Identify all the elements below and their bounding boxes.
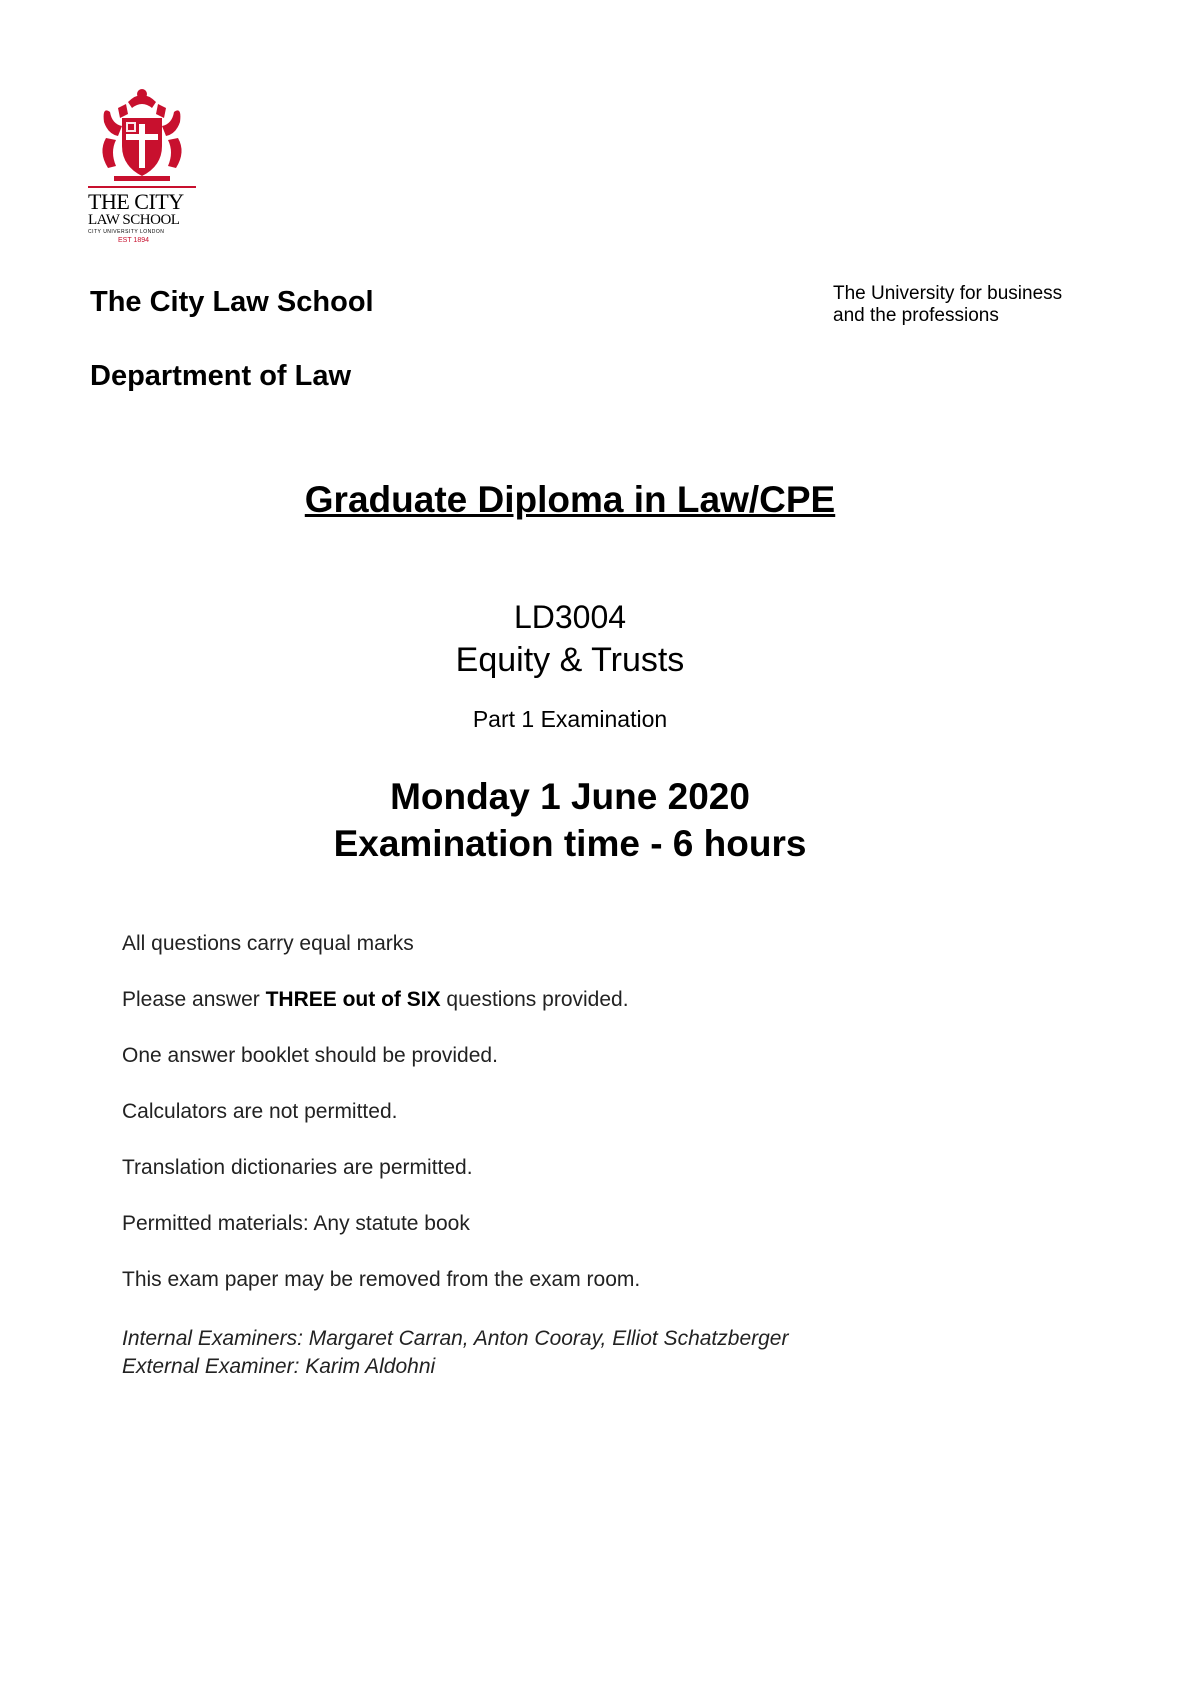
university-tagline [833, 283, 1153, 327]
answer-prefix: Please answer [122, 988, 266, 1011]
logo-text-university: CITY UNIVERSITY LONDON [88, 229, 165, 235]
exam-part: Part 1 Examination [472, 706, 668, 732]
programme-title: Graduate Diploma in Law/CPE [304, 479, 836, 520]
instruction-equal-marks: All questions carry equal marks [122, 932, 414, 955]
logo-text-sub: LAW SCHOOL [88, 212, 180, 228]
instruction-materials: Permitted materials: Any statute book [122, 1212, 470, 1235]
organization-name: The City Law School [90, 286, 374, 318]
examiners-block [122, 1325, 788, 1381]
module-code: LD3004 [513, 599, 627, 635]
answer-count-emphasis: THREE out of SIX [265, 988, 441, 1011]
department-name: Department of Law [90, 360, 352, 392]
answer-suffix: questions provided. [440, 988, 629, 1011]
org-block [90, 285, 374, 393]
instruction-booklet: One answer booklet should be provided. [122, 1044, 498, 1067]
tagline-line-2: and the professions [833, 305, 999, 326]
tagline-line-1: The University for business [833, 283, 1063, 304]
instruction-removal: This exam paper may be removed from the exam room. [122, 1268, 641, 1291]
exam-instructions [122, 932, 640, 1324]
instruction-dictionaries: Translation dictionaries are permitted. [122, 1156, 473, 1179]
module-title: Equity & Trusts [455, 641, 685, 679]
exam-duration: Examination time - 6 hours [333, 823, 807, 864]
exam-date: Monday 1 June 2020 [390, 776, 750, 817]
city-law-school-logo [88, 82, 196, 242]
external-examiner: External Examiner: Karim Aldohni [122, 1355, 436, 1378]
instruction-calculators: Calculators are not permitted. [122, 1100, 398, 1123]
instruction-answer-count [122, 988, 640, 1044]
logo-text-main: THE CITY [88, 189, 184, 214]
logo-text-est: EST 1894 [118, 237, 150, 244]
internal-examiners: Internal Examiners: Margaret Carran, Anton Cooray, Elliot Schatzberger [122, 1327, 789, 1350]
